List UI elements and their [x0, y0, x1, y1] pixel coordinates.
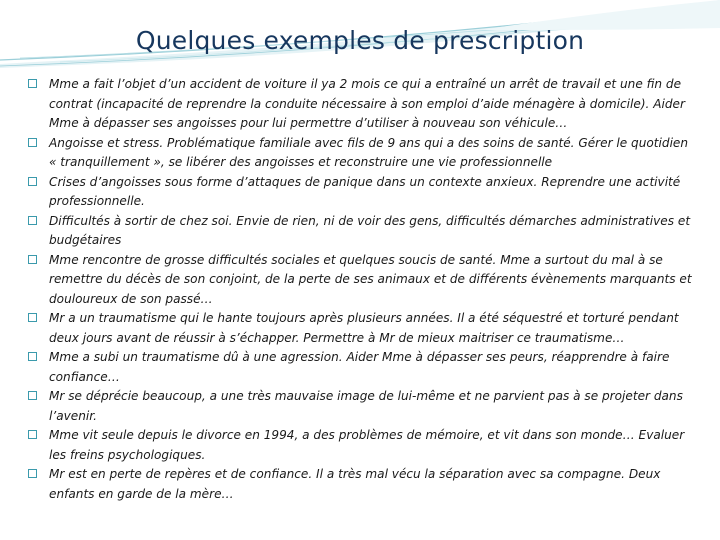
square-bullet-icon: [28, 79, 37, 88]
square-bullet-icon: [28, 352, 37, 361]
list-item: [28, 173, 696, 212]
page-title: Quelques exemples de prescription: [135, 26, 585, 55]
list-item-text: Mr se déprécie beaucoup, a une très mauvaise image de lui-même et ne parvient pas à se projeter dans l’avenir.: [49, 389, 683, 423]
list-item: [28, 465, 696, 504]
square-bullet-icon: [28, 469, 37, 478]
list-item-text: Mme vit seule depuis le divorce en 1994, a des problèmes de mémoire, et vit dans son monde… Evaluer les freins psychologiques.: [49, 428, 685, 462]
list-item-text: Difficultés à sortir de chez soi. Envie de rien, ni de voir des gens, difficultés démarches administratives et budgétaires: [49, 213, 691, 247]
square-bullet-icon: [28, 216, 37, 225]
square-bullet-icon: [28, 391, 37, 400]
list-item-text: Mme a fait l’objet d’un accident de voiture il ya 2 mois ce qui a entraîné un arrêt de travail et une fin de contrat (incapacité de reprendre la conduite nécessaire à son emploi d’aide ménagère à domicile). Aider Mme à dépasser ses angoisses pour lui permettre d’utiliser à nouveau son véhicule…: [49, 77, 685, 130]
square-bullet-icon: [28, 313, 37, 322]
list-item: [28, 212, 696, 251]
list-item-text: Mme a subi un traumatisme dû à une agression. Aider Mme à dépasser ses peurs, réapprendre à faire confiance…: [49, 350, 670, 384]
square-bullet-icon: [28, 430, 37, 439]
list-item-text: Crises d’angoisses sous forme d’attaques de panique dans un contexte anxieux. Reprendre une activité professionnelle.: [49, 174, 681, 208]
list-item: [28, 348, 696, 387]
prescription-list: [28, 75, 696, 504]
list-item: [28, 134, 696, 173]
list-item: [28, 251, 696, 310]
square-bullet-icon: [28, 177, 37, 186]
list-item: [28, 309, 696, 348]
list-item-text: Angoisse et stress. Problématique familiale avec fils de 9 ans qui a des soins de santé. Gérer le quotidien « tranquillement », se libérer des angoisses et reconstruire une vie professionnelle: [49, 135, 689, 169]
list-item-text: Mr a un traumatisme qui le hante toujours après plusieurs années. Il a été séquestré et torturé pendant deux jours avant de réussir à s’échapper. Permettre à Mr de mieux maitriser ce traumatisme…: [49, 311, 679, 345]
square-bullet-icon: [28, 138, 37, 147]
list-item: [28, 426, 696, 465]
list-item-text: Mme rencontre de grosse difficultés sociales et quelques soucis de santé. Mme a surtout du mal à se remettre du décès de son conjoint, de la perte de ses animaux et de différents évènements marquants et douloureux de son passé…: [49, 252, 692, 306]
list-item: [28, 387, 696, 426]
square-bullet-icon: [28, 255, 37, 264]
list-item-text: Mr est en perte de repères et de confiance. Il a très mal vécu la séparation avec sa compagne. Deux enfants en garde de la mère…: [49, 467, 661, 501]
list-item: [28, 75, 696, 134]
